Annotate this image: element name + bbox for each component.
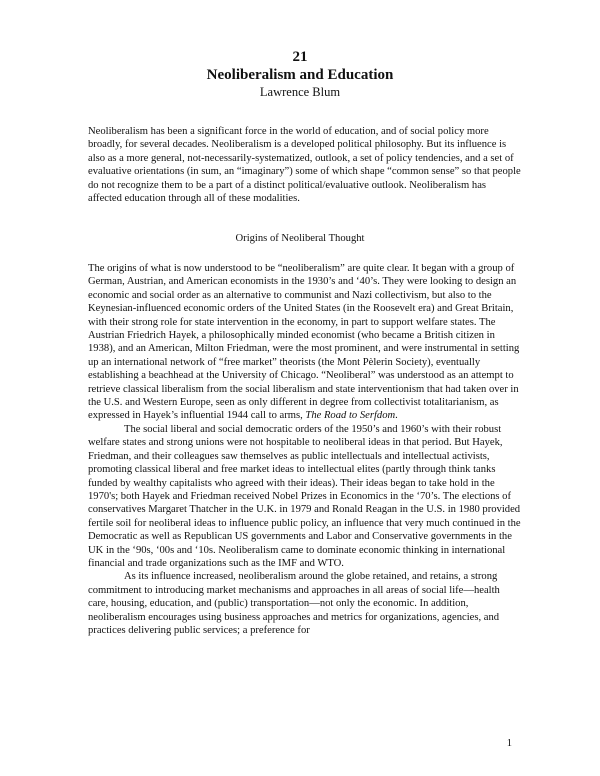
intro-text: Neoliberalism has been a significant force in the world of education, and of social policy more broadly, for several decades. Neoliberalism is a developed political philosophy. But its influence is also as a more general, not-necessarily-systematized, outlook, a set of policy tendencies, and a set of evaluative orientations (in sum, an “imaginary”) some of which shape “common sense” so that people do not recognize them to be a part of a distinct political/evaluative outlook. Neoliberalism has affected education through all of these modalities. xyxy=(88,126,521,205)
paragraph-1-text: The origins of what is now understood to be “neoliberalism” are quite clear. It began with a group of German, Austrian, and American economists in the 1930’s and ‘40’s. They were looking to design an economic and social order as an alternative to communist and Nazi collectivism, but also to the Keynesian-influenced economic orders of the United States (in the Roosevelt era) and Great Britain, with their strong role for state intervention in the economy, in part to support welfare states. The Austrian Friedrich Hayek, a philosophically minded economist (who became a British citizen in 1938), and an American, Milton Friedman, were the most prominent, and were instrumental in setting up an international network of “free market” theorists (the Mont Pèlerin Society), eventually establishing a beachhead at the University of Chicago. “Neoliberal” was understood as an attempt to retrieve classical liberalism from the social liberalism and state interventionism that had taken over in the U.S. and Western Europe, seen as only different in degree from collectivist totalitarianism, as expressed in Hayek’s influential 1944 call to arms, xyxy=(88,263,520,422)
page-number: 1 xyxy=(506,738,512,749)
author-name: Lawrence Blum xyxy=(259,85,341,99)
chapter-title: Neoliberalism and Education xyxy=(206,67,394,83)
intro-paragraph xyxy=(88,125,522,205)
main-text xyxy=(88,262,522,637)
chapter-number: 21 xyxy=(292,49,308,65)
book-title: The Road to Serfdom xyxy=(305,410,396,422)
paragraph-3: As its influence increased, neoliberalism around the globe retained, and retains, a strong commitment to introducing market mechanisms and approaches in all areas of social life—health care, housing, education, and (public) transportation—not only the economic. In addition, neoliberalism encourages using business approaches and metrics for organizations, agencies, and practices delivering public services; a preference for xyxy=(88,571,500,636)
paragraph-2: The social liberal and social democratic orders of the 1950’s and 1960’s with their robust welfare states and strong unions were not hospitable to neoliberal ideas in that period. But Hayek, Friedman, and their colleagues saw themselves as public intellectuals and intellectual activists, promoting classical liberal and free market ideas to intellectual elites (partly through think tanks funded by wealthy capitalists who agreed with their ideas). Their ideas began to take hold in the 1970's; both Hayek and Friedman received Nobel Prizes in Economics in the ‘70’s. The elections of conservatives Margaret Thatcher in the U.K. in 1979 and Ronald Reagan in the U.S. in 1980 provided fertile soil for neoliberal ideas to influence public policy, an influence that very much continued in the Democratic as well as Republican US governments and Labor and Conservative governments in the UK in the ‘90s, ‘00s and ‘10s. Neoliberalism came to dominate economic thinking in international financial and trade organizations such as the IMF and WTO. xyxy=(88,423,521,569)
chapter-header xyxy=(0,48,600,101)
paragraph-1-end: . xyxy=(395,410,398,422)
section-heading: Origins of Neoliberal Thought xyxy=(235,233,365,244)
paragraph-1 xyxy=(88,262,522,423)
